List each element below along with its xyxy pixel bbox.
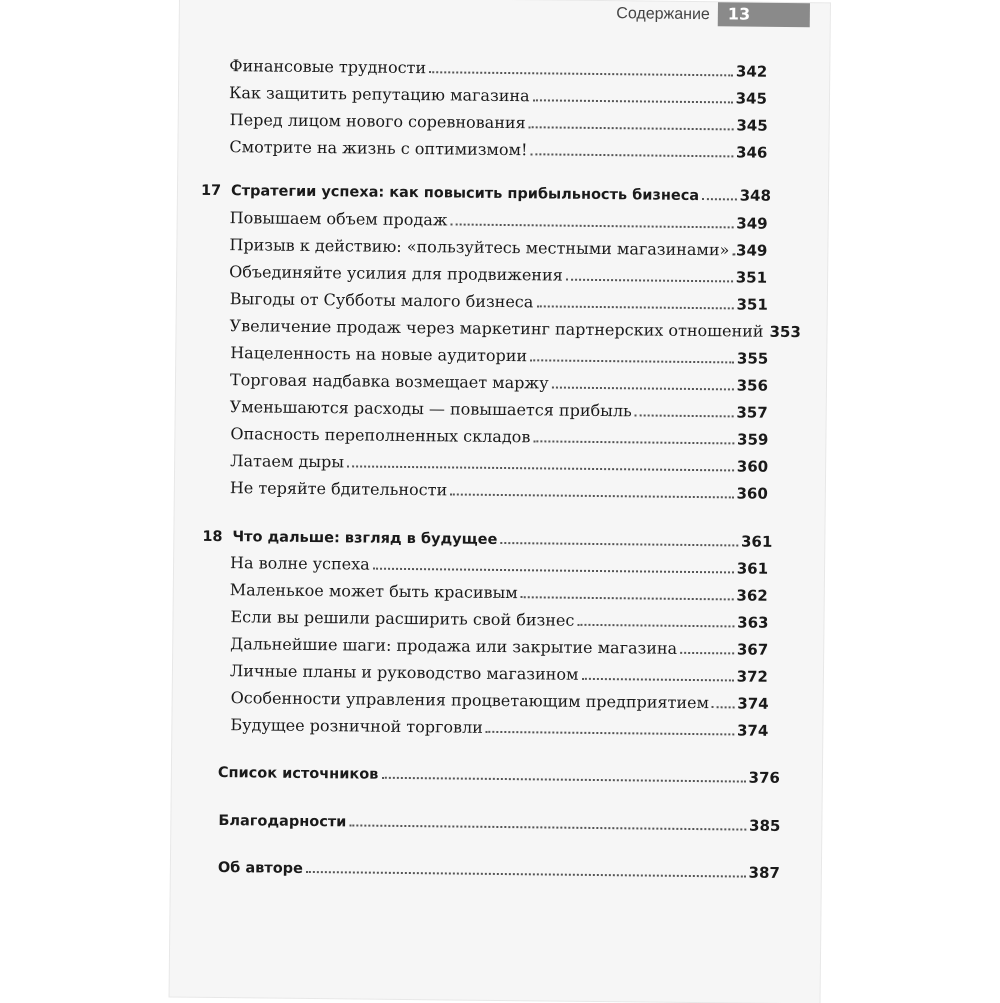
entry-page-number: 348 <box>740 182 772 208</box>
entry-title: Торговая надбавка возмещает маржу <box>230 367 549 396</box>
entry-title: Повышаем объем продаж <box>230 205 448 233</box>
entry-page-number: 387 <box>748 860 780 886</box>
dot-leader <box>533 91 733 103</box>
dot-leader <box>702 190 737 200</box>
entry-title: Уменьшаются расходы — повышается прибыль <box>230 394 632 424</box>
entry-page-number: 349 <box>736 237 768 263</box>
dot-leader <box>349 816 746 830</box>
entry-page-number: 360 <box>737 453 769 479</box>
entry-page-number: 363 <box>737 609 769 635</box>
page-number-tab: 13 <box>718 2 810 27</box>
dot-leader <box>306 863 746 878</box>
entry-page-number: 361 <box>737 555 769 581</box>
entry-title: Не теряйте бдительности <box>230 475 448 503</box>
dot-leader <box>533 432 734 444</box>
entry-title: Особенности управления процветающим предприятием <box>231 685 710 716</box>
entry-title: Что дальше: взгляд в будущее <box>232 524 497 553</box>
entry-title: Как защитить репутацию магазина <box>229 80 530 109</box>
dot-leader <box>486 723 734 736</box>
dot-leader <box>552 379 734 391</box>
dot-leader <box>500 534 738 546</box>
dot-leader <box>450 485 733 498</box>
dot-leader <box>521 588 734 600</box>
entry-page-number: 374 <box>737 717 769 743</box>
toc-entry-row <box>229 134 767 166</box>
entry-title: Личные планы и руководство магазином <box>230 658 579 688</box>
entry-page-number: 342 <box>736 58 768 84</box>
entry-title: Будущее розничной торговли <box>230 712 483 741</box>
dot-leader <box>530 351 734 363</box>
dot-leader <box>732 245 733 255</box>
entry-title: Об авторе <box>218 855 303 882</box>
dot-leader <box>635 406 734 417</box>
entry-title: Если вы решили расширить свой бизнес <box>230 604 574 634</box>
dot-leader <box>450 215 733 228</box>
entry-title: На волне успеха <box>230 550 370 577</box>
entry-title: Дальнейшие шаги: продажа или закрытие магазина <box>230 631 677 662</box>
entry-title: Призыв к действию: «пользуйтесь местными магазинами» <box>229 232 729 263</box>
toc-entry-row <box>230 712 768 744</box>
entry-page-number: 357 <box>736 399 768 425</box>
dot-leader <box>529 118 734 130</box>
toc-section-row <box>218 807 780 839</box>
entry-page-number: 362 <box>736 582 768 608</box>
entry-page-number: 353 <box>769 319 801 345</box>
dot-leader <box>381 769 745 783</box>
entry-page-number: 376 <box>748 765 780 791</box>
dot-leader <box>581 670 733 682</box>
entry-page-number: 367 <box>737 636 769 662</box>
entry-page-number: 385 <box>749 813 781 839</box>
entry-title: Финансовые трудности <box>229 53 426 81</box>
entry-page-number: 345 <box>736 112 768 138</box>
entry-title: Стратегии успеха: как повысить прибыльность бизнеса <box>231 178 699 209</box>
running-head-title: Содержание <box>616 5 710 24</box>
entry-title: Нацеленность на новые аудитории <box>230 340 527 369</box>
entry-page-number: 356 <box>737 372 769 398</box>
entry-page-number: 359 <box>737 426 769 452</box>
entry-page-number: 351 <box>736 291 768 317</box>
entry-page-number: 355 <box>737 345 769 371</box>
entry-page-number: 351 <box>736 264 768 290</box>
book-page <box>170 0 830 1003</box>
entry-title: Список источников <box>218 760 379 788</box>
dot-leader <box>429 63 733 76</box>
entry-page-number: 374 <box>737 690 769 716</box>
entry-title: Опасность переполненных складов <box>230 421 530 450</box>
entry-title: Латаем дыры <box>230 448 344 475</box>
entry-page-number: 361 <box>741 529 773 555</box>
entry-page-number: 372 <box>736 663 768 689</box>
toc-entry-row <box>230 475 768 507</box>
table-of-contents <box>170 0 830 1003</box>
dot-leader <box>347 457 734 471</box>
dot-leader <box>373 560 734 574</box>
entry-title: Перед лицом нового соревнования <box>230 107 526 136</box>
toc-section-row <box>218 759 780 791</box>
entry-title: Смотрите на жизнь с оптимизмом! <box>229 134 527 163</box>
entry-title: Объединяйте усилия для продвижения <box>229 259 563 288</box>
entry-title: Увеличение продаж через маркетинг партнерских отношений <box>229 313 763 345</box>
entry-page-number: 345 <box>736 85 768 111</box>
entry-page-number: 360 <box>736 480 768 506</box>
dot-leader <box>536 297 733 309</box>
dot-leader <box>712 698 734 708</box>
chapter-number: 17 <box>201 178 231 204</box>
dot-leader <box>577 616 734 628</box>
toc-section-row <box>218 854 780 886</box>
dot-leader <box>566 271 733 283</box>
entry-title: Маленькое может быть красивым <box>230 577 518 606</box>
entry-page-number: 346 <box>736 139 768 165</box>
entry-title: Благодарности <box>218 808 346 835</box>
entry-page-number: 349 <box>736 210 768 236</box>
dot-leader <box>680 644 734 655</box>
toc-chapter-row <box>201 177 771 209</box>
entry-title: Выгоды от Субботы малого бизнеса <box>230 286 534 315</box>
dot-leader <box>530 145 733 157</box>
chapter-number: 18 <box>202 524 232 550</box>
